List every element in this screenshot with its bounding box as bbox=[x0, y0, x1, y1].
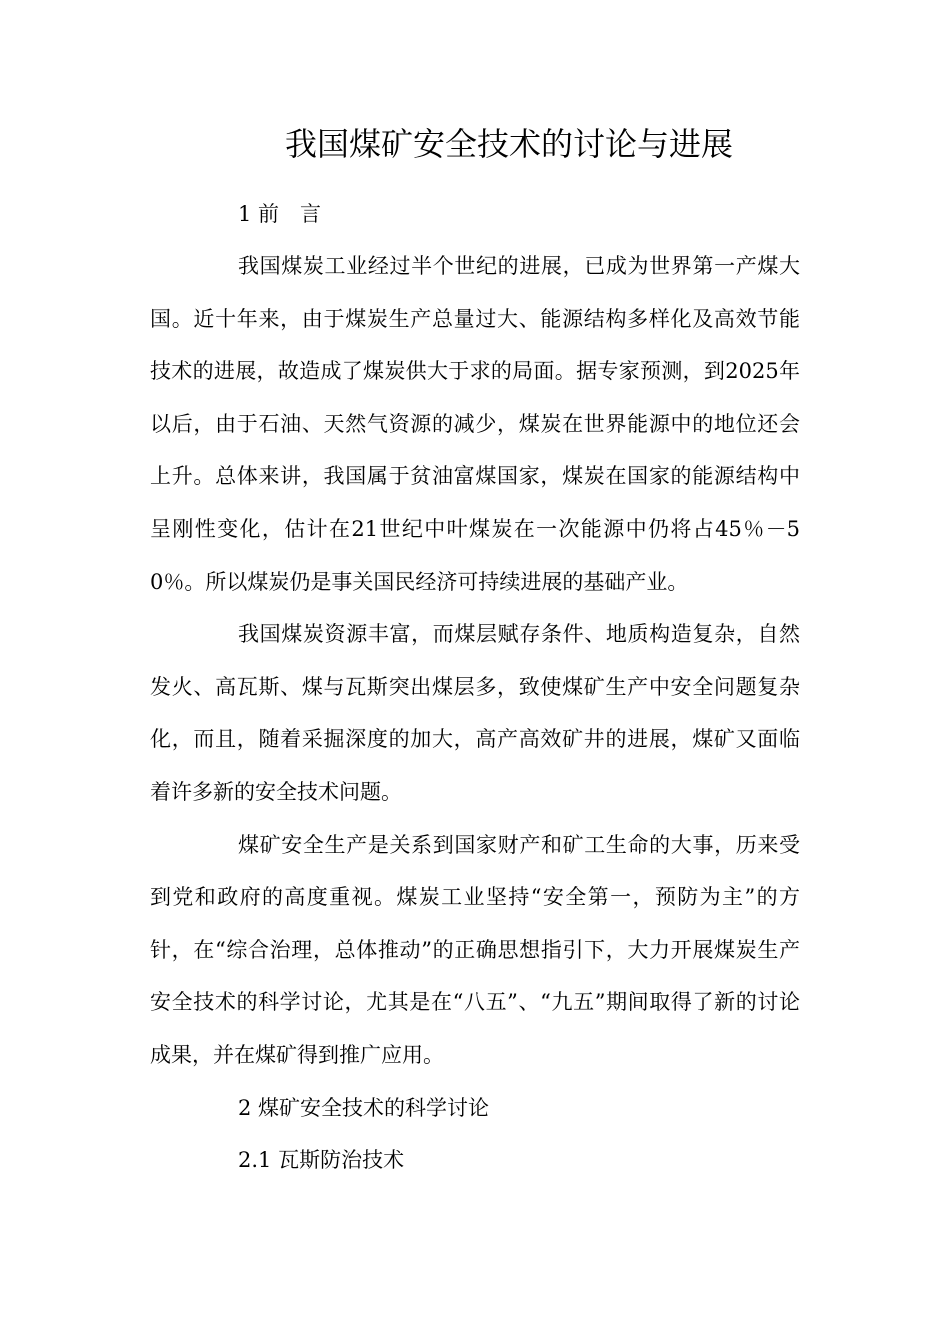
section-heading-safety-research: 2 煤矿安全技术的科学讨论 bbox=[238, 1095, 490, 1120]
paragraph-coal-industry: 我国煤炭工业经过半个世纪的进展，已成为世界第一产煤大国。近十年来，由于煤炭生产总量过大、能源结构多样化及高效节能技术的进展，故造成了煤炭供大于求的局面。据专家预测，到2025年以后，由于石油、天然气资源的减少，煤炭在世界能源中的地位还会上升。总体来讲，我国属于贫油富煤国家，煤炭在国家的能源结构中呈刚性变化，估计在21世纪中叶煤炭在一次能源中仍将占45％－50％。所以煤炭仍是事关国民经济可持续进展的基础产业。 bbox=[150, 254, 800, 594]
document-body bbox=[150, 188, 800, 1186]
paragraph-coal-resources: 我国煤炭资源丰富，而煤层赋存条件、地质构造复杂，自然发火、高瓦斯、煤与瓦斯突出煤层多，致使煤矿生产中安全问题复杂化，而且，随着采掘深度的加大，高产高效矿井的进展，煤矿又面临着许多新的安全技术问题。 bbox=[150, 622, 800, 804]
document-title: 我国煤矿安全技术的讨论与进展 bbox=[284, 125, 733, 163]
subsection-heading-gas-control: 2.1 瓦斯防治技术 bbox=[238, 1147, 405, 1172]
paragraph-safety-production: 煤矿安全生产是关系到国家财产和矿工生命的大事，历来受到党和政府的高度重视。煤炭工业坚持“安全第一，预防为主”的方针，在“综合治理，总体推动”的正确思想指引下，大力开展煤炭生产安全技术的科学讨论，尤其是在“八五”、“九五”期间取得了新的讨论成果，并在煤矿得到推广应用。 bbox=[150, 832, 800, 1067]
section-heading-preface: 1 前 言 bbox=[238, 202, 322, 226]
